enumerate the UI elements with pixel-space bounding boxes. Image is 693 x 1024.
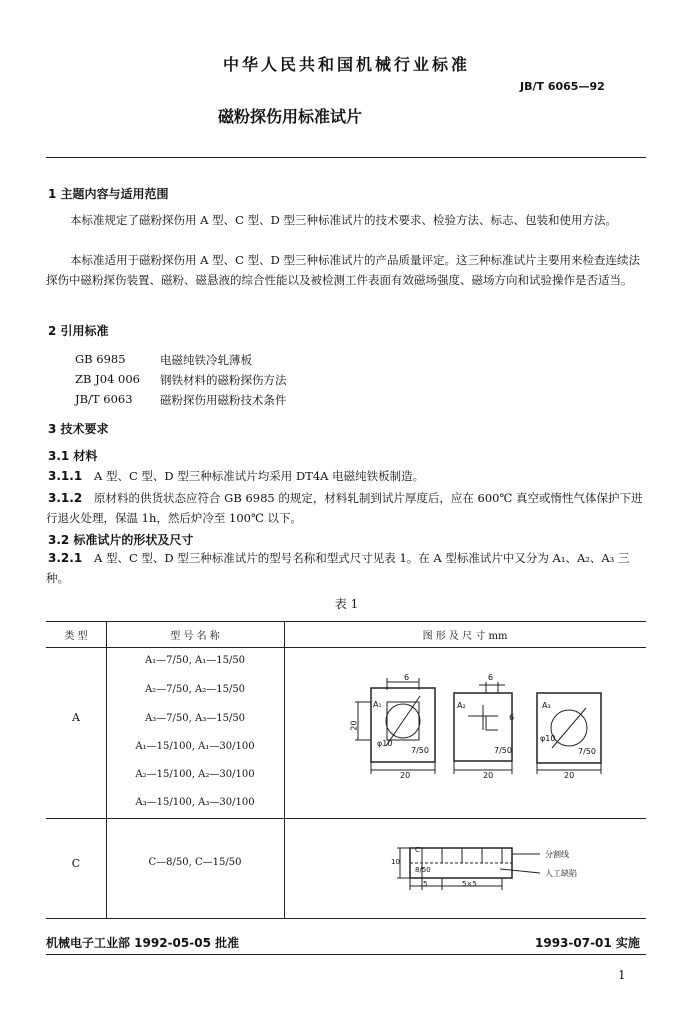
- section-3-1-2-text: 原材料的供货状态应符合 GB 6985 的规定，材料轧制到试片厚度后，应在 600℃ 真空或惰性气体保护下进行退火处理，保温 1h，然后炉冷至 100℃ 以下。: [46, 491, 643, 525]
- table-row-rule: [46, 818, 646, 819]
- table-caption: 表 1: [334, 597, 359, 611]
- ref-code: ZB J04 006: [75, 372, 140, 386]
- section-3-1-heading: 3.1 材料: [48, 449, 98, 463]
- model-name: A₃—15/100, A₃—30/100: [135, 797, 255, 808]
- ref-code: JB/T 6063: [75, 392, 133, 406]
- fig-a3-label: A₃: [542, 701, 551, 710]
- section-3-2-1-number: 3.2.1: [48, 551, 83, 565]
- ref-code: GB 6985: [75, 352, 126, 366]
- fig-a2-dim-6: 6: [488, 673, 494, 682]
- ref-name: 磁粉探伤用磁粉技术条件: [160, 393, 287, 407]
- table-top-rule: [46, 621, 646, 622]
- fig-c-dim-10: 10: [391, 858, 400, 866]
- section-1-heading: 1 主题内容与适用范围: [48, 187, 169, 201]
- table-header-type: 类 型: [64, 631, 88, 642]
- fig-c-fraction: 8/50: [415, 866, 431, 874]
- section-1-paragraph-1: 本标准规定了磁粉探伤用 A 型、C 型、D 型三种标准试片的技术要求、检验方法、标志、包装和使用方法。: [70, 213, 617, 227]
- table-bottom-rule: [46, 918, 646, 919]
- footer-rule: [46, 954, 646, 955]
- model-name: A₁—15/100, A₁—30/100: [135, 741, 255, 752]
- header-divider: [46, 157, 646, 158]
- fig-a3-fraction: 7/50: [578, 747, 596, 756]
- fig-a1-dim-10: 20: [349, 720, 359, 731]
- fig-a1-dim-6: 6: [404, 673, 410, 682]
- ref-name: 钢铁材料的磁粉探伤方法: [160, 373, 287, 387]
- section-3-2-heading: 3.2 标准试片的形状及尺寸: [48, 533, 194, 547]
- model-name: C—8/50, C—15/50: [148, 857, 242, 868]
- fig-c-label: C: [415, 846, 420, 854]
- section-1-paragraph-2: 本标准适用于磁粉探伤用 A 型、C 型、D 型三种标准试片的产品质量评定。这三种标准试片主要用来检查连续法探伤中磁粉探伤装置、磁粉、磁悬液的综合性能以及被检测工件表面有效磁场强度、磁场方向和试验操作是否适当。: [46, 253, 640, 287]
- section-2-heading: 2 引用标准: [48, 324, 109, 338]
- type-cell-c: C: [71, 857, 81, 870]
- fig-a1-diameter: φ10: [377, 739, 393, 748]
- fig-a1-fraction: 7/50: [411, 746, 429, 755]
- fig-a3-diameter: φ10: [540, 734, 556, 743]
- section-3-1-2-number: 3.1.2: [48, 491, 83, 505]
- page-number: 1: [618, 968, 626, 982]
- section-3-1-1-number: 3.1.1: [48, 469, 83, 483]
- fig-a2-dim-20: 20: [483, 771, 494, 780]
- type-cell-a: A: [72, 711, 80, 724]
- fig-c-dim-5: 5: [423, 880, 428, 888]
- model-name: A₁—7/50, A₁—15/50: [144, 655, 246, 666]
- table-col-divider: [284, 621, 285, 918]
- table-header-model: 型 号 名 称: [170, 631, 220, 642]
- fig-c-callout-defect: 人工缺陷: [545, 869, 577, 878]
- approval-line: 机械电子工业部 1992-05-05 批准: [46, 936, 240, 950]
- fig-a2-label: A₂: [457, 701, 466, 710]
- model-name: A₂—15/100, A₂—30/100: [135, 769, 255, 780]
- table-header-rule: [46, 647, 646, 648]
- fig-c-callout-split: 分割线: [545, 850, 569, 859]
- table-header-figure: 图 形 及 尺 寸 mm: [422, 631, 508, 642]
- figure-c-specimen: [380, 838, 550, 898]
- fig-a2-dim-6v: 6: [509, 713, 515, 722]
- section-3-1-1-text: A 型、C 型、D 型三种标准试片均采用 DT4A 电磁纯铁板制造。: [94, 469, 425, 483]
- fig-a1-label: A₁: [373, 700, 382, 709]
- figure-a-specimens: [286, 650, 644, 816]
- model-name: A₂—7/50, A₂—15/50: [144, 684, 246, 695]
- section-3-2-1-text: A 型、C 型、D 型三种标准试片的型号名称和型式尺寸见表 1。在 A 型标准试片中又分为 A₁、A₂、A₃ 三种。: [46, 551, 630, 585]
- fig-a2-fraction: 7/50: [494, 746, 512, 755]
- effective-date: 1993-07-01 实施: [535, 936, 640, 950]
- model-name: A₃—7/50, A₃—15/50: [144, 713, 246, 724]
- standard-code: JB/T 6065—92: [520, 80, 605, 93]
- fig-c-dim-5x5: 5×5: [462, 880, 477, 888]
- section-3-heading: 3 技术要求: [48, 422, 109, 436]
- ref-name: 电磁纯铁冷轧薄板: [160, 353, 252, 367]
- document-title: 磁粉探伤用标准试片: [217, 107, 362, 126]
- fig-a3-dim-20: 20: [564, 771, 575, 780]
- issuing-body: 中华人民共和国机械行业标准: [222, 55, 470, 74]
- fig-a1-dim-20: 20: [400, 771, 411, 780]
